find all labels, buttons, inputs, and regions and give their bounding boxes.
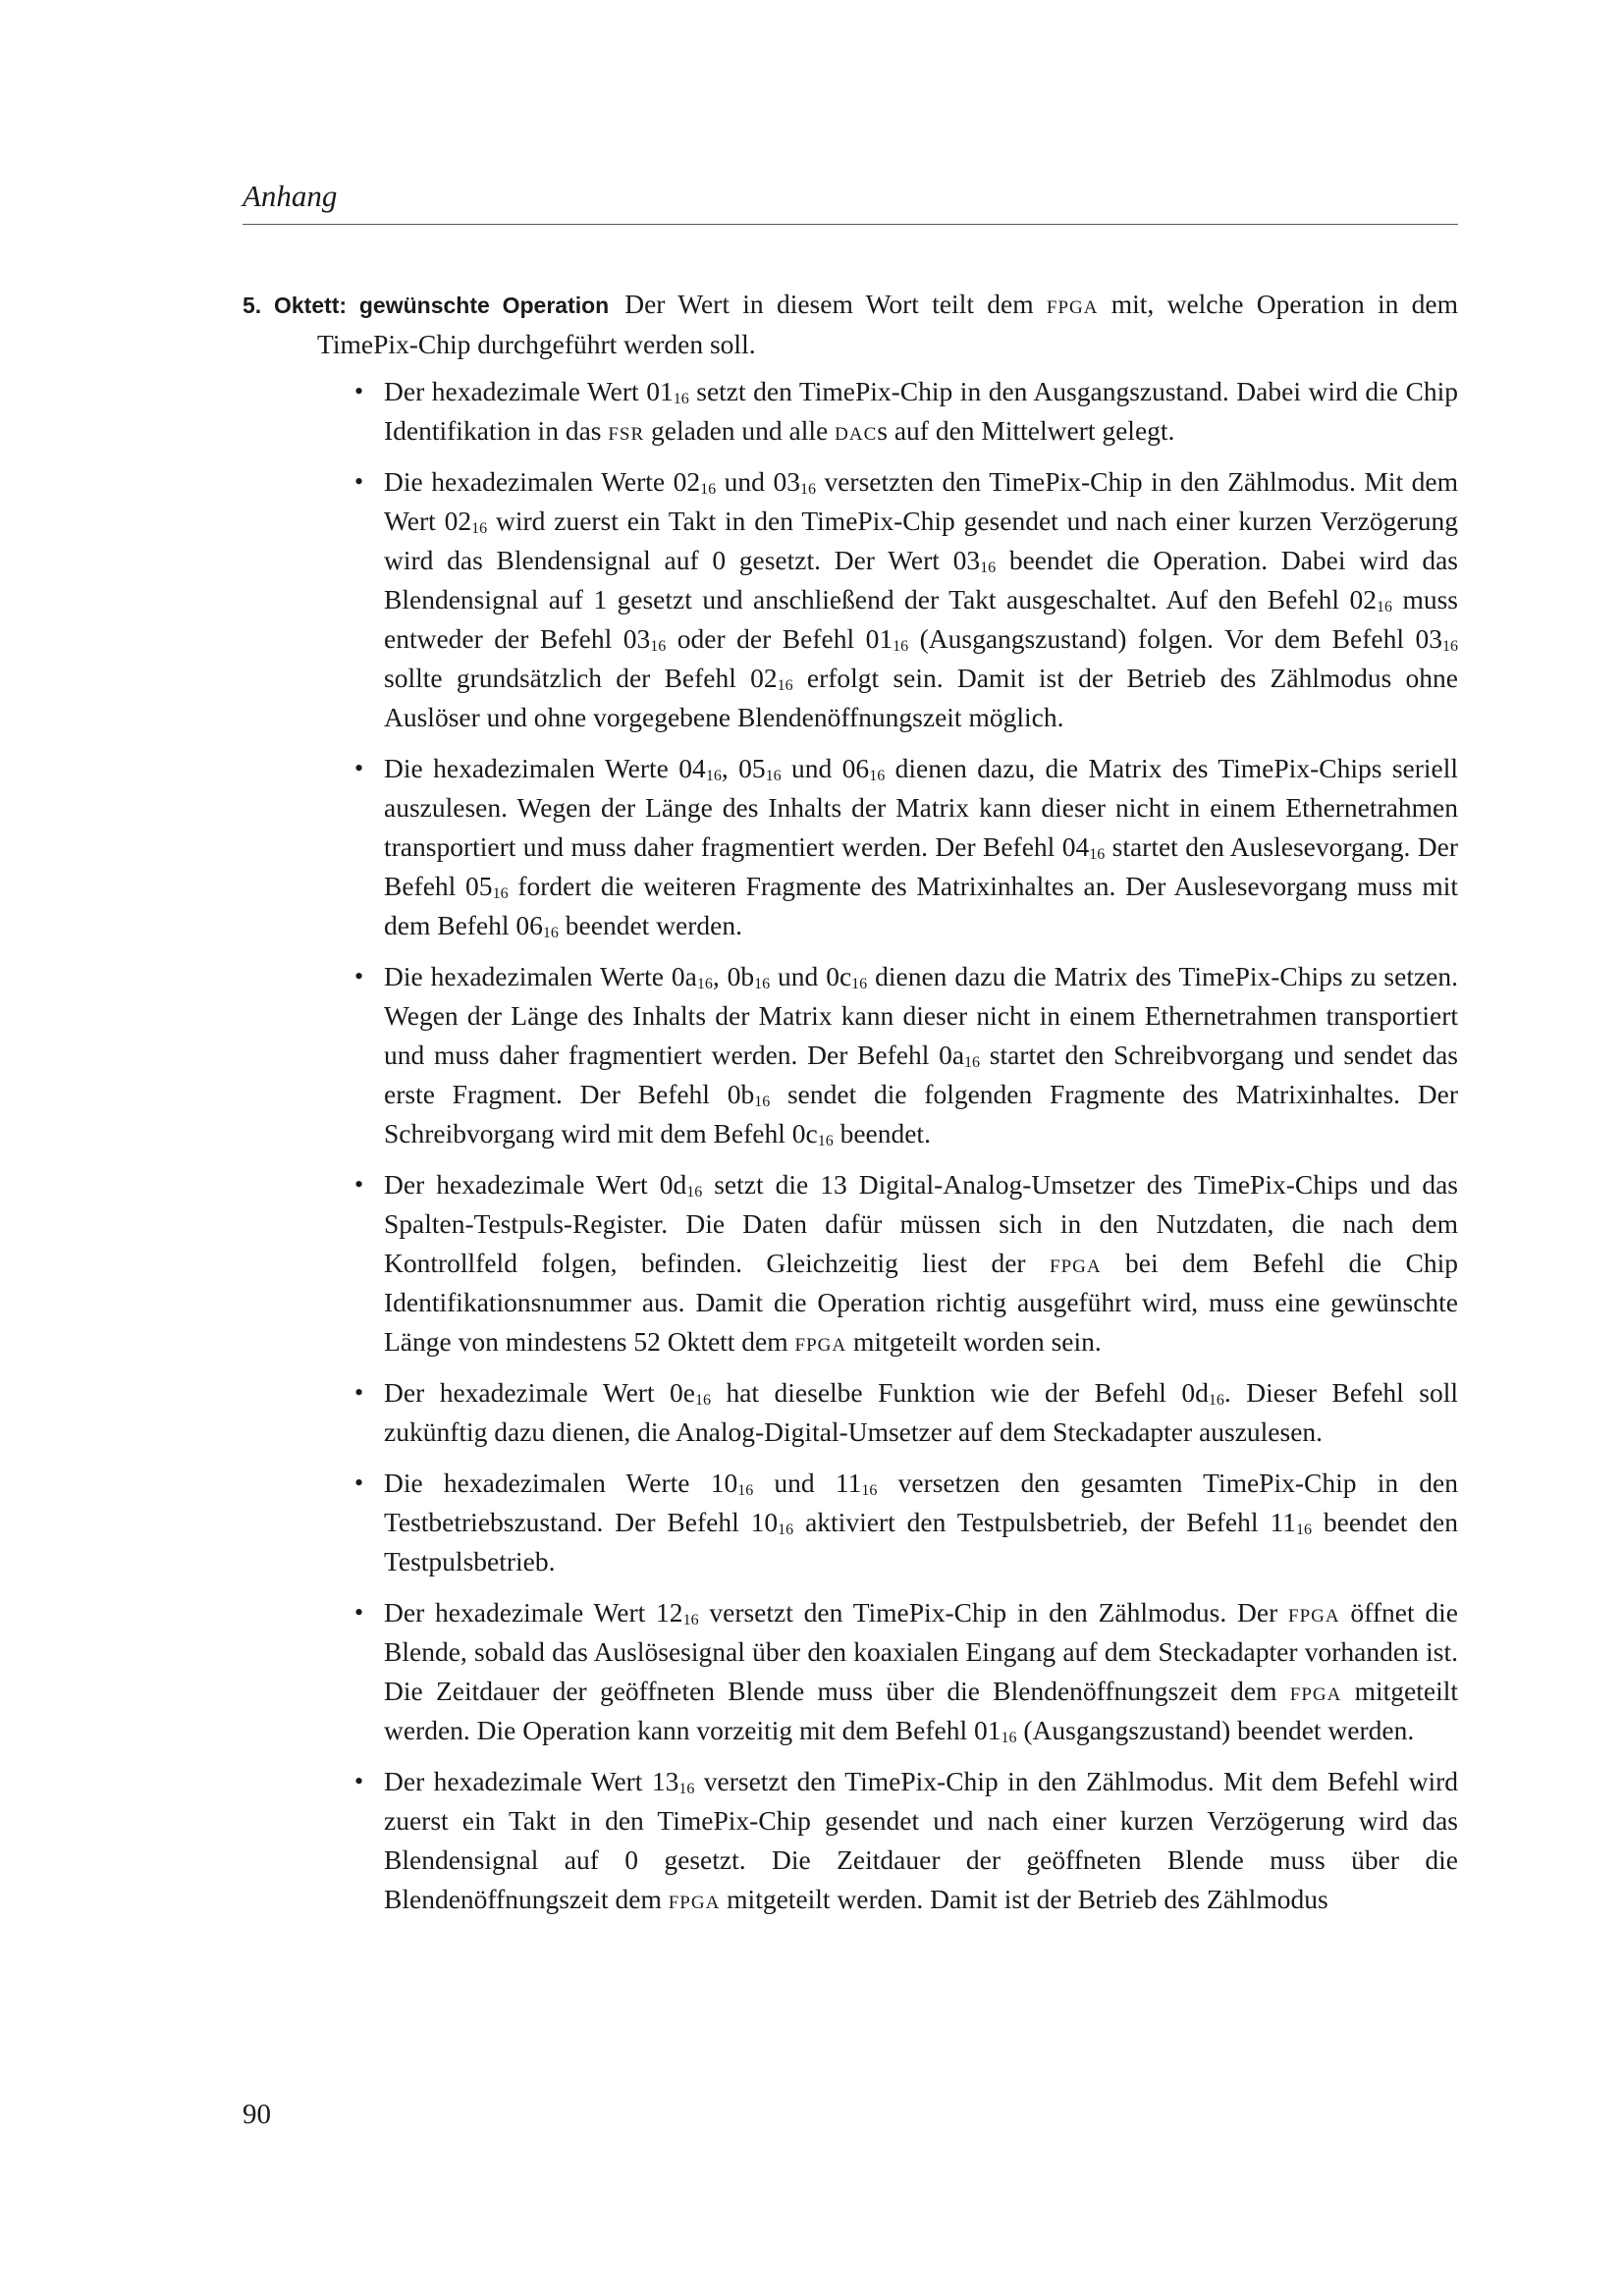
list-item: • Die hexadezimalen Werte $0a_{16}$, $0b_{16}$ und $0c_{16}$ dienen dazu die Matrix des TimePix-Chips zu setzen. Wegen der Länge des Inhalts der Matrix kann dieser nicht in einem Ethernetrahmen transportiert und muss daher fragmentiert werden. Der Befehl $0a_{16}$ startet den Schreibvorgang und sendet das erste Fragment. Der Befehl $0b_{16}$ sendet die folgenden Fragmente des Matrixinhaltes. Der Schreibvorgang wird mit dem Befehl $0c_{16}$ beendet. — [384, 957, 1458, 1153]
list-item: • Die hexadezimalen Werte $10_{16}$ und $11_{16}$ versetzen den gesamten TimePix-Chip in den Testbetriebszustand. Der Befehl $10_{16}$ aktiviert den Testpulsbetrieb, der Befehl $11_{16}$ beendet den Testpulsbetrieb. — [384, 1464, 1458, 1581]
page-number: 90 — [243, 2099, 271, 2130]
list-item: • Die hexadezimalen Werte $04_{16}$, $05_{16}$ und $06_{16}$ dienen dazu, die Matrix des TimePix-Chips seriell auszulesen. Wegen der Länge des Inhalts der Matrix kann dieser nicht in einem Ethernetrahmen transportiert und muss daher fragmentiert werden. Der Befehl $04_{16}$ startet den Auslesevorgang. Der Befehl $05_{16}$ fordert die weiteren Fragmente des Matrixinhaltes an. Der Auslesevorgang muss mit dem Befehl $06_{16}$ beendet werden. — [384, 749, 1458, 945]
main-content — [243, 285, 1458, 1931]
running-header — [243, 177, 1458, 225]
list-item: • Der hexadezimale Wert $13_{16}$ versetzt den TimePix-Chip in den Zählmodus. Mit dem Befehl wird zuerst ein Takt in den TimePix-Chip gesendet und nach einer kurzen Verzögerung wird das Blendensignal auf 0 gesetzt. Die Zeitdauer der geöffneten Blende muss über die Blendenöffnungszeit dem fpga mitgeteilt werden. Damit ist der Betrieb des Zählmodus — [384, 1762, 1458, 1919]
list-item: • Der hexadezimale Wert $12_{16}$ versetzt den TimePix-Chip in den Zählmodus. Der fpga öffnet die Blende, sobald das Auslösesignal über den koaxialen Eingang auf dem Steckadapter vorhanden ist. Die Zeitdauer der geöffneten Blende muss über die Blendenöffnungszeit dem fpga mitgeteilt werden. Die Operation kann vorzeitig mit dem Befehl $01_{16}$ (Ausgangszustand) beendet werden. — [384, 1593, 1458, 1750]
chapter-title: Anhang — [243, 179, 338, 213]
list-item: • Der hexadezimale Wert $01_{16}$ setzt den TimePix-Chip in den Ausgangszustand. Dabei wird die Chip Identifikation in das fsr geladen und alle dacs auf den Mittelwert gelegt. — [384, 372, 1458, 451]
list-item: • Der hexadezimale Wert $0e_{16}$ hat dieselbe Funktion wie der Befehl $0d_{16}$. Dieser Befehl soll zukünftig dazu dienen, die Analog-Digital-Umsetzer auf dem Steckadapter auszulesen. — [384, 1373, 1458, 1452]
list-item: • Der hexadezimale Wert $0d_{16}$ setzt die 13 Digital-Analog-Umsetzer des TimePix-Chips und das Spalten-Testpuls-Register. Die Daten dafür müssen sich in den Nutzdaten, die nach dem Kontrollfeld folgen, befinden. Gleichzeitig liest der fpga bei dem Befehl die Chip Identifikationsnummer aus. Damit die Operation richtig ausgeführt wird, muss eine gewünschte Länge von mindestens 52 Oktett dem fpga mitgeteilt worden sein. — [384, 1165, 1458, 1362]
list-item: • Die hexadezimalen Werte $02_{16}$ und $03_{16}$ versetzten den TimePix-Chip in den Zählmodus. Mit dem Wert $02_{16}$ wird zuerst ein Takt in den TimePix-Chip gesendet und nach einer kurzen Verzögerung wird das Blendensignal auf 0 gesetzt. Der Wert $03_{16}$ beendet die Operation. Dabei wird das Blendensignal auf 1 gesetzt und anschließend der Takt ausgeschaltet. Auf den Befehl $02_{16}$ muss entweder der Befehl $03_{16}$ oder der Befehl $01_{16}$ (Ausgangszustand) folgen. Vor dem Befehl $03_{16}$ sollte grundsätzlich der Befehl $02_{16}$ erfolgt sein. Damit ist der Betrieb des Zählmodus ohne Auslöser und ohne vorgegebene Blendenöffnungszeit möglich. — [384, 462, 1458, 737]
definition-term: 5. Oktett: gewünschte Operation — [243, 293, 610, 318]
definition-item — [243, 285, 1458, 364]
operation-list — [243, 372, 1458, 1919]
definition-text: Der Wert in diesem Wort teilt dem fpga mit, welche Operation in dem TimePix-Chip durchgeführt werden soll. — [317, 289, 1458, 359]
